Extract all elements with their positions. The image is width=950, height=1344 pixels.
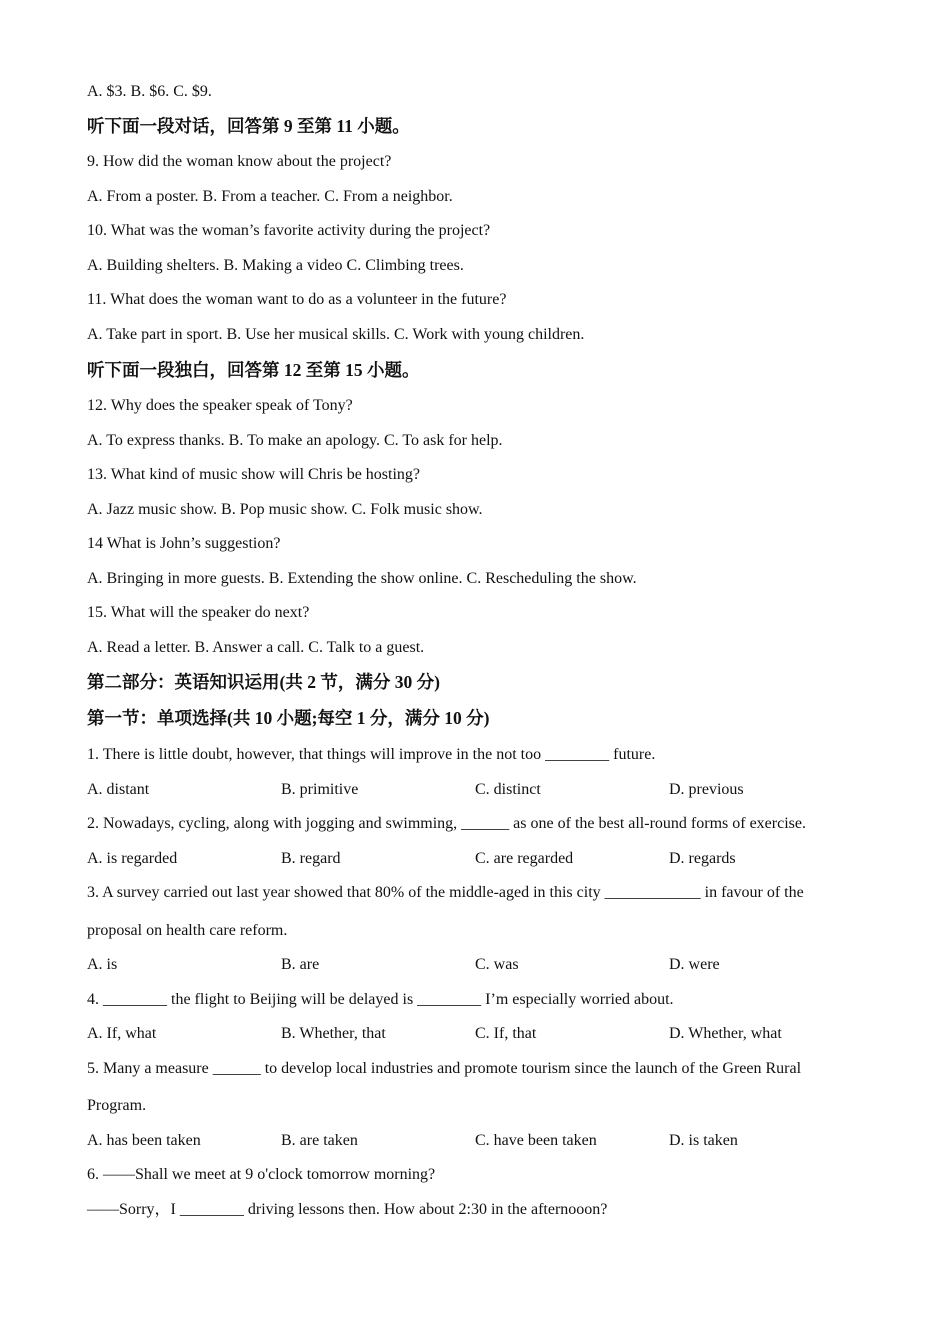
grammar-question-3-options bbox=[87, 955, 863, 975]
question-9: 9. How did the woman know about the project? bbox=[87, 153, 392, 170]
question-10-options: A. Building shelters. B. Making a video C. Climbing trees. bbox=[87, 257, 464, 274]
grammar-question-1-options bbox=[87, 780, 863, 800]
option-c: C. was bbox=[475, 956, 519, 973]
section-one-heading: 第一节：单项选择(共 10 小题;每空 1 分，满分 10 分) bbox=[87, 708, 490, 728]
option-c: C. distinct bbox=[475, 781, 541, 798]
grammar-question-1: 1. There is little doubt, however, that things will improve in the not too ________ future. bbox=[87, 746, 656, 763]
grammar-question-4: 4. ________ the flight to Beijing will be delayed is ________ I’m especially worried about. bbox=[87, 991, 674, 1008]
option-a: A. is bbox=[87, 956, 118, 973]
question-13: 13. What kind of music show will Chris be hosting? bbox=[87, 466, 421, 483]
grammar-question-2: 2. Nowadays, cycling, along with jogging and swimming, ______ as one of the best all-round forms of exercise. bbox=[87, 815, 806, 832]
option-d: D. regards bbox=[669, 850, 736, 867]
grammar-question-4-options bbox=[87, 1024, 863, 1044]
option-d: D. previous bbox=[669, 781, 744, 798]
grammar-question-5-options bbox=[87, 1131, 863, 1151]
question-15: 15. What will the speaker do next? bbox=[87, 604, 310, 621]
question-14-options: A. Bringing in more guests. B. Extending the show online. C. Rescheduling the show. bbox=[87, 570, 637, 587]
question-14: 14 What is John’s suggestion? bbox=[87, 535, 281, 552]
option-d: D. Whether, what bbox=[669, 1025, 782, 1042]
grammar-question-3: 3. A survey carried out last year showed that 80% of the middle-aged in this city ____________ in favour of the bbox=[87, 884, 804, 901]
option-b: B. are bbox=[281, 956, 320, 973]
option-b: B. regard bbox=[281, 850, 341, 867]
option-c: C. are regarded bbox=[475, 850, 574, 867]
option-d: D. is taken bbox=[669, 1132, 738, 1149]
question-10: 10. What was the woman’s favorite activity during the project? bbox=[87, 222, 491, 239]
grammar-question-6: 6. ——Shall we meet at 9 o'clock tomorrow morning? bbox=[87, 1166, 436, 1183]
section-heading-dialogue: 听下面一段对话，回答第 9 至第 11 小题。 bbox=[87, 116, 410, 136]
grammar-question-6-reply: ——Sorry，I ________ driving lessons then. How about 2:30 in the afternooon? bbox=[87, 1201, 608, 1218]
option-b: B. are taken bbox=[281, 1132, 358, 1149]
option-a: A. distant bbox=[87, 781, 150, 798]
part-two-heading: 第二部分：英语知识运用(共 2 节，满分 30 分) bbox=[87, 672, 440, 692]
option-b: B. primitive bbox=[281, 781, 359, 798]
option-b: B. Whether, that bbox=[281, 1025, 386, 1042]
q8-options: A. $3. B. $6. C. $9. bbox=[87, 83, 212, 100]
option-a: A. If, what bbox=[87, 1025, 157, 1042]
grammar-question-3-continued: proposal on health care reform. bbox=[87, 922, 288, 939]
grammar-question-5-continued: Program. bbox=[87, 1097, 147, 1114]
question-12: 12. Why does the speaker speak of Tony? bbox=[87, 397, 353, 414]
option-a: A. is regarded bbox=[87, 850, 178, 867]
option-c: C. have been taken bbox=[475, 1132, 597, 1149]
question-11-options: A. Take part in sport. B. Use her musical skills. C. Work with young children. bbox=[87, 326, 585, 343]
grammar-question-2-options bbox=[87, 849, 863, 869]
grammar-question-5: 5. Many a measure ______ to develop local industries and promote tourism since the launch of the Green Rural bbox=[87, 1060, 802, 1077]
option-c: C. If, that bbox=[475, 1025, 537, 1042]
question-9-options: A. From a poster. B. From a teacher. C. From a neighbor. bbox=[87, 188, 453, 205]
option-d: D. were bbox=[669, 956, 720, 973]
question-11: 11. What does the woman want to do as a volunteer in the future? bbox=[87, 291, 507, 308]
section-heading-monologue: 听下面一段独白，回答第 12 至第 15 小题。 bbox=[87, 360, 420, 380]
option-a: A. has been taken bbox=[87, 1132, 201, 1149]
question-12-options: A. To express thanks. B. To make an apology. C. To ask for help. bbox=[87, 432, 503, 449]
question-15-options: A. Read a letter. B. Answer a call. C. Talk to a guest. bbox=[87, 639, 425, 656]
question-13-options: A. Jazz music show. B. Pop music show. C. Folk music show. bbox=[87, 501, 483, 518]
